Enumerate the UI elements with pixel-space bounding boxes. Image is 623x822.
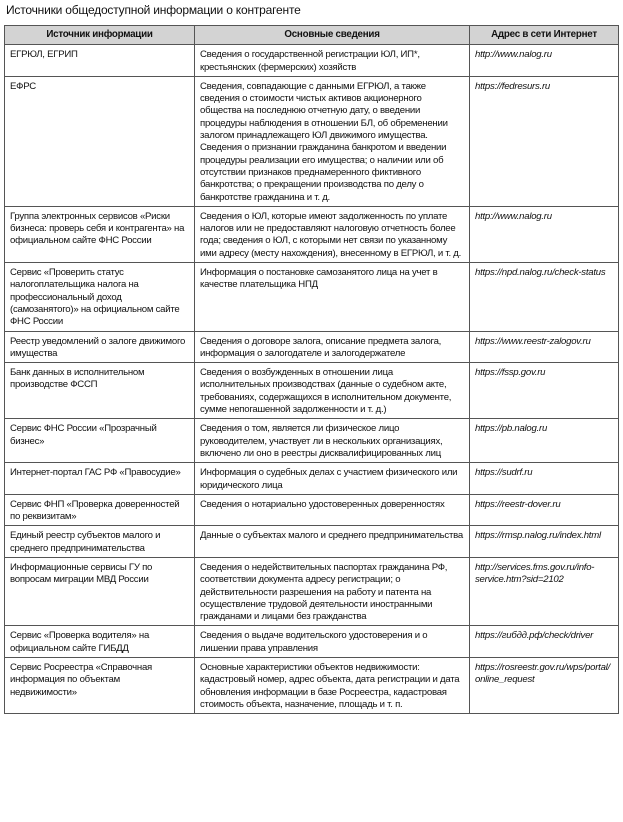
url-cell[interactable]: https://www.reestr-zalogov.ru <box>470 331 619 363</box>
source-cell: Группа электронных сервисов «Риски бизнеса: проверь себя и контрагента» на официальном сайте ФНС России <box>5 206 195 262</box>
info-cell: Информация о судебных делах с участием физического или юридического лица <box>195 463 470 495</box>
info-cell: Сведения о договоре залога, описание предмета залога, информация о залогодателе и залогодержателе <box>195 331 470 363</box>
table-row <box>5 463 619 495</box>
table-row <box>5 263 619 331</box>
source-cell: Сервис «Проверить статус налогоплательщика налога на профессиональный доход (самозанятого)» на официальном сайте ФНС России <box>5 263 195 331</box>
table-row <box>5 76 619 206</box>
url-cell[interactable]: https://гибдд.рф/check/driver <box>470 626 619 658</box>
source-cell: ЕФРС <box>5 76 195 206</box>
table-row <box>5 45 619 77</box>
table-row <box>5 658 619 714</box>
source-cell: Интернет-портал ГАС РФ «Правосудие» <box>5 463 195 495</box>
source-cell: Сервис ФНП «Проверка доверенностей по реквизитам» <box>5 494 195 526</box>
url-cell[interactable]: https://npd.nalog.ru/check-status <box>470 263 619 331</box>
url-cell[interactable]: http://services.fms.gov.ru/info-service.htm?sid=2102 <box>470 557 619 625</box>
info-cell: Сведения о ЮЛ, которые имеют задолженность по уплате налогов или не предоставляют налоговую отчетность более года; сведения о ЮЛ, с которыми нет связи по указанному ими адресу (месту нахождения), внесенному в ЕГРЮЛ, и т. д. <box>195 206 470 262</box>
url-cell[interactable]: http://www.nalog.ru <box>470 45 619 77</box>
info-cell: Основные характеристики объектов недвижимости: кадастровый номер, адрес объекта, дата регистрации и дата обновления информации в базе Росреестра, кадастровая стоимость объекта, назначение, площадь и т. п. <box>195 658 470 714</box>
table-row <box>5 363 619 419</box>
url-cell[interactable]: http://www.nalog.ru <box>470 206 619 262</box>
source-cell: ЕГРЮЛ, ЕГРИП <box>5 45 195 77</box>
url-cell[interactable]: https://sudrf.ru <box>470 463 619 495</box>
table-row <box>5 419 619 463</box>
url-cell[interactable]: https://rmsp.nalog.ru/index.html <box>470 526 619 558</box>
url-cell[interactable]: https://fedresurs.ru <box>470 76 619 206</box>
header-source: Источник информации <box>5 26 195 45</box>
table-row <box>5 526 619 558</box>
sources-table <box>4 25 619 714</box>
table-row <box>5 626 619 658</box>
source-cell: Сервис ФНС России «Прозрачный бизнес» <box>5 419 195 463</box>
url-cell[interactable]: https://reestr-dover.ru <box>470 494 619 526</box>
source-cell: Сервис Росреестра «Справочная информация по объектам недвижимости» <box>5 658 195 714</box>
info-cell: Сведения о выдаче водительского удостоверения и о лишении права управления <box>195 626 470 658</box>
info-cell: Сведения о том, является ли физическое лицо руководителем, участвует ли в нескольких организациях, включено ли оно в реестры дисквалифицированных лиц <box>195 419 470 463</box>
table-row <box>5 331 619 363</box>
info-cell: Сведения о государственной регистрации ЮЛ, ИП*, крестьянских (фермерских) хозяйств <box>195 45 470 77</box>
info-cell: Информация о постановке самозанятого лица на учет в качестве плательщика НПД <box>195 263 470 331</box>
table-header <box>5 26 619 45</box>
info-cell: Данные о субъектах малого и среднего предпринимательства <box>195 526 470 558</box>
source-cell: Информационные сервисы ГУ по вопросам миграции МВД России <box>5 557 195 625</box>
table-row <box>5 494 619 526</box>
source-cell: Единый реестр субъектов малого и среднего предпринимательства <box>5 526 195 558</box>
url-cell[interactable]: https://pb.nalog.ru <box>470 419 619 463</box>
source-cell: Банк данных в исполнительном производстве ФССП <box>5 363 195 419</box>
source-cell: Сервис «Проверка водителя» на официальном сайте ГИБДД <box>5 626 195 658</box>
info-cell: Сведения о нотариально удостоверенных доверенностях <box>195 494 470 526</box>
table-row <box>5 557 619 625</box>
url-cell[interactable]: https://fssp.gov.ru <box>470 363 619 419</box>
table-body <box>5 45 619 714</box>
info-cell: Сведения о возбужденных в отношении лица исполнительных производствах (данные о судебном акте, требованиях, содержащихся в исполнительном документе, сумме непогашенной задолженности и т. д.) <box>195 363 470 419</box>
info-cell: Сведения о недействительных паспортах гражданина РФ, соответствии документа адресу регистрации; о действительности разрешения на работу и патента на осуществление трудовой деятельности иностранными гражданами и лицами без гражданства <box>195 557 470 625</box>
table-caption: Источники общедоступной информации о контрагенте <box>6 3 301 17</box>
header-url: Адрес в сети Интернет <box>470 26 619 45</box>
info-cell: Сведения, совпадающие с данными ЕГРЮЛ, а также сведения о стоимости чистых активов акционерного общества на последнюю отчетную дату, о введении процедуры наблюдения в отношении БЛ, об обременении залогом принадлежащего ЮЛ движимого имущества. Сведения о признании гражданина банкротом и введении процедуры реализации его имущества; о наличии или об отсутствии признаков преднамеренного фиктивного банкротства; о прекращении производства по делу о банкротстве гражданина и т. д. <box>195 76 470 206</box>
header-row <box>5 26 619 45</box>
header-info: Основные сведения <box>195 26 470 45</box>
source-cell: Реестр уведомлений о залоге движимого имущества <box>5 331 195 363</box>
url-cell[interactable]: https://rosreestr.gov.ru/wps/portal/online_request <box>470 658 619 714</box>
table-row <box>5 206 619 262</box>
